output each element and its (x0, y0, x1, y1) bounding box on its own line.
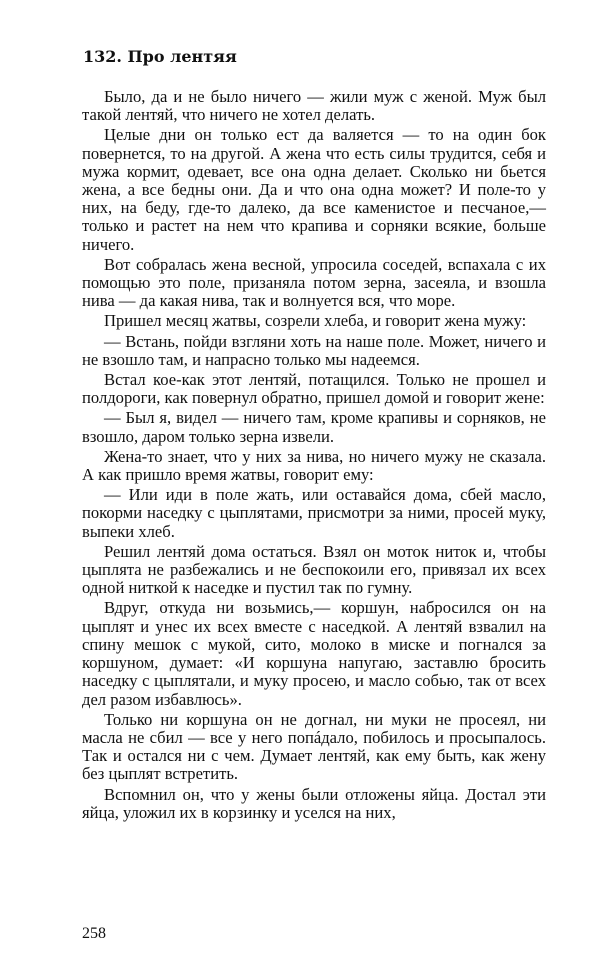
story-body (82, 88, 546, 824)
page-number: 258 (82, 925, 106, 942)
paragraph: Целые дни он только ест да валяется — то на один бок повернется, то на другой. А жена что есть силы трудится, себя и мужа кормит, одевает, все она одна делает. Сколько ни бьется жена, а все бедны они. Да и что она одна может? И поле-то у них, на беду, где-то далеко, да все каменистое и песчаное,— только и растет на нем что крапива и сорняки всякие, больше ничего. (82, 125, 546, 254)
paragraph: Вдруг, откуда ни возьмись,— коршун, набросился он на цыплят и унес их всех вместе с наседкой. А лентяй взвалил на спину мешок с мукой, сито, молоко в миске и погнался за коршуном, думает: «И коршуна напугаю, заставлю бросить наседку с цыплятали, и муку просею, и масло собью, так от всех дел разом избавлюсь». (82, 598, 546, 709)
dialogue-line: — Встань, пойди взгляни хоть на наше поле. Может, ничего и не взошло там, и напрасно только мы надеемся. (82, 331, 546, 369)
paragraph: Решил лентяй дома остаться. Взял он моток ниток и, чтобы цыплята не разбежались и не беспокоили его, привязал их всех одной ниткой к наседке и пустил так по гумну. (82, 541, 546, 598)
paragraph: Было, да и не было ничего — жили муж с женой. Муж был такой лентяй, что ничего не хотел делать. (82, 87, 546, 125)
paragraph: Встал кое-как этот лентяй, потащился. Только не прошел и полдороги, как повернул обратно, пришел домой и говорит жене: (82, 370, 546, 408)
dialogue-line: — Был я, видел — ничего там, кроме крапивы и сорняков, не взошло, даром только зерна извели. (82, 408, 546, 446)
dialogue-line: — Или иди в поле жать, или оставайся дома, сбей масло, покорми наседку с цыплятами, присмотри за ними, просей муку, выпеки хлеб. (82, 485, 546, 541)
paragraph: Жена-то знает, что у них за нива, но ничего мужу не сказала. А как пришло время жатвы, говорит ему: (82, 446, 546, 485)
paragraph: Вспомнил он, что у жены были отложены яйца. Достал эти яйца, уложил их в корзинку и уселся на них, (82, 784, 546, 822)
paragraph: Только ни коршуна он не догнал, ни муки не просеял, ни масла не сбил — все у него попáдало, побилось и просыпалось. Так и остался ни с чем. Думает лентяй, как ему быть, как жену без цыплят встретить. (82, 709, 546, 784)
paragraph: Пришел месяц жатвы, созрели хлеба, и говорит жена мужу: (104, 311, 527, 331)
story-title: 132. Про лентяя (83, 47, 237, 66)
paragraph: Вот собралась жена весной, упросила соседей, вспахала с их помощью это поле, призаняла потом зерна, засеяла, и взошла нива — да какая нива, так и волнуется вся, что море. (82, 254, 546, 311)
